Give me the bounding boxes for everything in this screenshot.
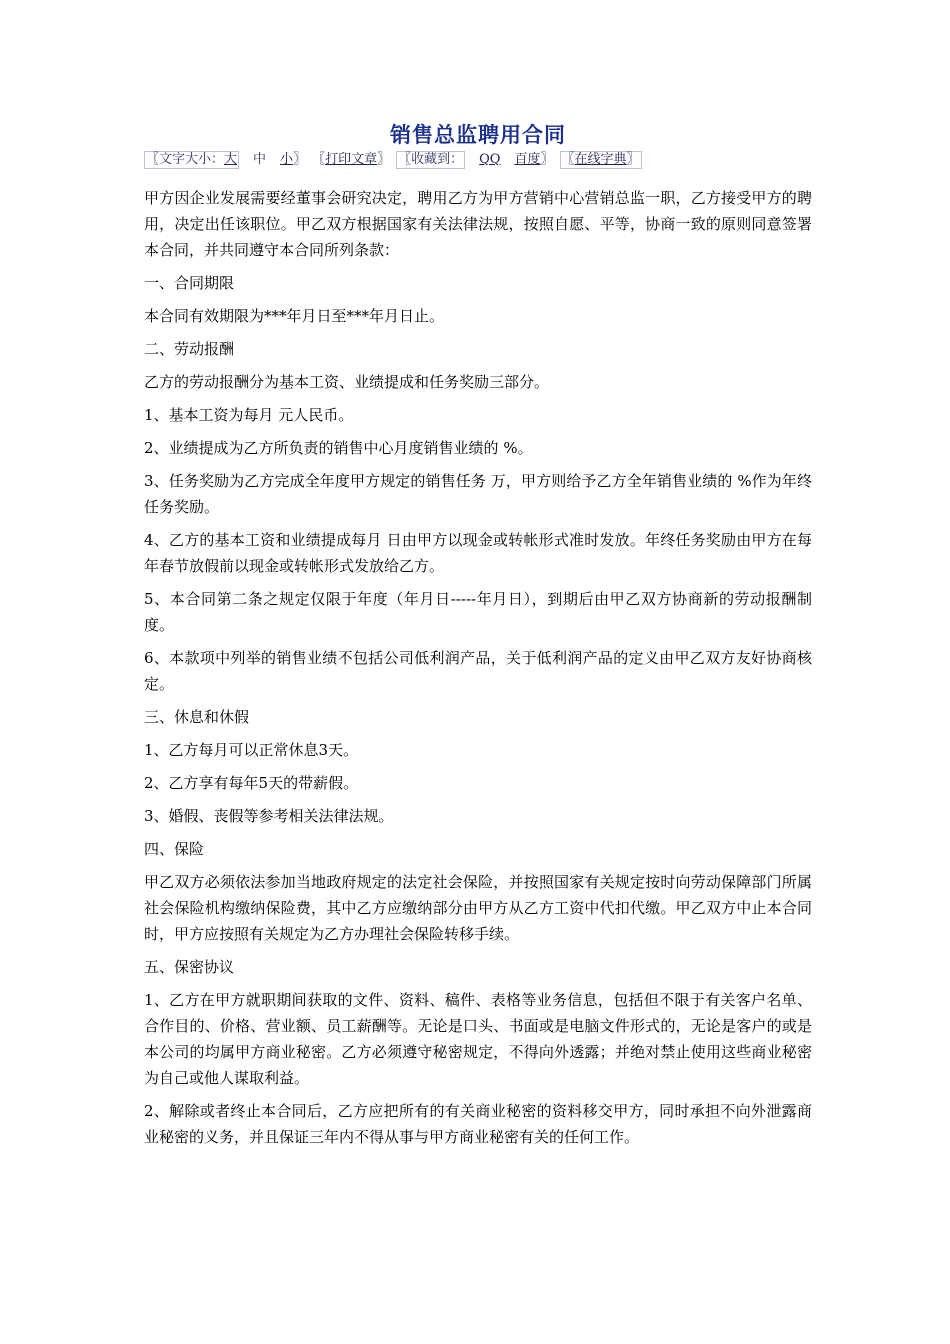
body-paragraph: 2、解除或者终止本合同后，乙方应把所有的有关商业秘密的资料移交甲方，同时承担不向外泄露商业秘密的义务，并且保证三年内不得从事与甲方商业秘密有关的任何工作。 — [144, 1102, 812, 1146]
body-paragraph: 1、乙方每月可以正常休息3天。 — [144, 741, 359, 759]
font-large-link[interactable]: 大 — [224, 152, 238, 167]
online-dictionary-link[interactable]: 在线字典 — [574, 152, 627, 167]
body-paragraph: 甲乙双方必须依法参加当地政府规定的法定社会保险，并按照国家有关规定按时向劳动保障部门所属社会保险机构缴纳保险费，其中乙方应缴纳部分由甲方从乙方工资中代扣代缴。甲乙双方中止本合同时，甲方应按照有关规定为乙方办理社会保险转移手续。 — [144, 873, 812, 943]
font-size-label: 〖文字大小： — [146, 152, 225, 167]
section-heading: 一、合同期限 — [144, 274, 235, 292]
body-paragraph: 2、业绩提成为乙方所负责的销售中心月度销售业绩的 %。 — [144, 439, 533, 457]
body-paragraph: 1、基本工资为每月 元人民币。 — [144, 406, 354, 424]
article-toolbar — [144, 151, 812, 169]
contract-body — [144, 185, 812, 1150]
section-heading: 三、休息和休假 — [144, 708, 250, 726]
body-paragraph: 3、任务奖励为乙方完成全年度甲方规定的销售任务 万，甲方则给予乙方全年销售业绩的 %作为年终任务奖励。 — [144, 472, 812, 516]
body-paragraph: 1、乙方在甲方就职期间获取的文件、资料、稿件、表格等业务信息，包括但不限于有关客户名单、合作目的、价格、营业额、员工薪酬等。无论是口头、书面或是电脑文件形式的，无论是客户的或是本公司的均属甲方商业秘密。乙方必须遵守秘密规定，不得向外透露；并绝对禁止使用这些商业秘密为自己或他人谋取利益。 — [144, 991, 812, 1087]
collect-label: 〖收藏到： — [398, 152, 464, 167]
collect-baidu-link[interactable]: 百度 — [514, 152, 541, 167]
print-bracket-open: 〖 — [312, 152, 326, 167]
intro-paragraph: 甲方因企业发展需要经董事会研究决定，聘用乙方为甲方营销中心营销总监一职，乙方接受甲方的聘用，决定出任该职位。甲乙双方根据国家有关法律法规，按照自愿、平等，协商一致的原则同意签署本合同，并共同遵守本合同所列条款： — [144, 189, 812, 259]
print-bracket-close: 〗 — [377, 152, 391, 167]
body-paragraph: 4、乙方的基本工资和业绩提成每月 日由甲方以现金或转帐形式准时发放。年终任务奖励由甲方在每年春节放假前以现金或转帐形式发放给乙方。 — [144, 531, 812, 575]
collect-qq-link[interactable]: QQ — [479, 152, 501, 167]
dictionary-bracket-open: 〖 — [561, 152, 575, 167]
font-medium-link[interactable]: 中 — [253, 152, 267, 167]
font-size-bracket-close: 〗 — [293, 152, 307, 167]
document-page — [144, 120, 812, 1157]
body-paragraph: 乙方的劳动报酬分为基本工资、业绩提成和任务奖励三部分。 — [144, 373, 550, 391]
body-paragraph: 3、婚假、丧假等参考相关法律法规。 — [144, 807, 394, 825]
dictionary-box — [560, 151, 642, 169]
dictionary-bracket-close: 〗 — [626, 152, 640, 167]
print-article-link[interactable]: 打印文章 — [325, 152, 378, 167]
body-paragraph: 2、乙方享有每年5天的带薪假。 — [144, 774, 359, 792]
section-heading: 二、劳动报酬 — [144, 340, 235, 358]
section-heading: 四、保险 — [144, 840, 205, 858]
collect-bracket-close: 〗 — [540, 152, 554, 167]
font-size-box — [144, 151, 239, 169]
body-paragraph: 5、本合同第二条之规定仅限于年度（年月日-----年月日），到期后由甲乙双方协商新的劳动报酬制度。 — [144, 590, 812, 634]
body-paragraph: 本合同有效期限为***年月日至***年月日止。 — [144, 307, 445, 325]
body-paragraph: 6、本款项中列举的销售业绩不包括公司低利润产品，关于低利润产品的定义由甲乙双方友好协商核定。 — [144, 649, 812, 693]
collect-box — [396, 151, 465, 169]
section-heading: 五、保密协议 — [144, 958, 235, 976]
document-title: 销售总监聘用合同 — [390, 123, 566, 147]
font-small-link[interactable]: 小 — [280, 152, 294, 167]
